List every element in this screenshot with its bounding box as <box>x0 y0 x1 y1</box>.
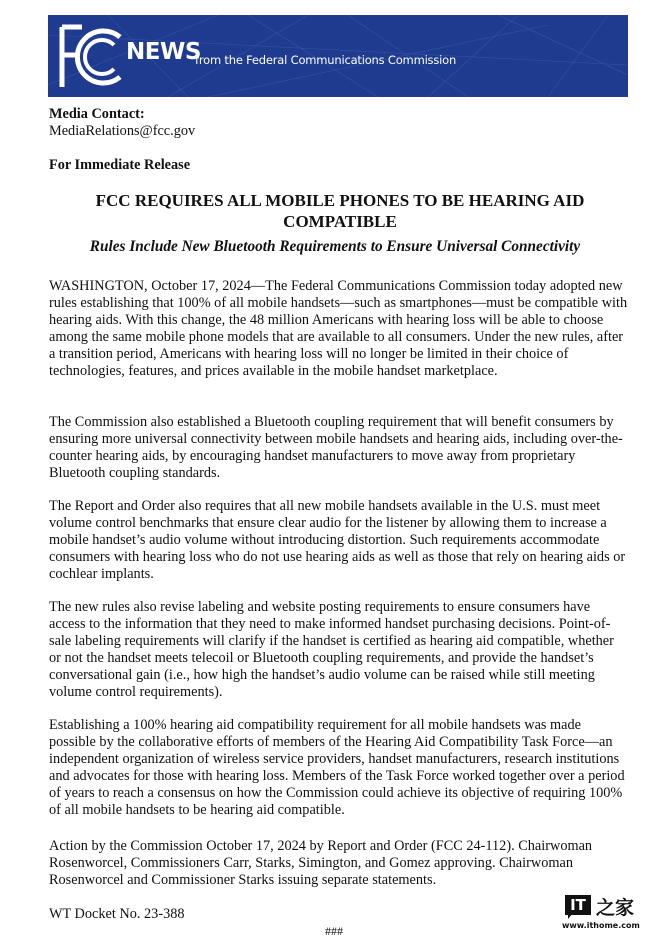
paragraph-action: Action by the Commission October 17, 2024 by Report and Order (FCC 24-112). Chairwoman Rosenworcel, Commissioners Carr, Starks, Simington, and Gomez approving. Chairwoman Rosenworcel and Commissioner Starks issuing separate statements. <box>49 838 593 889</box>
end-mark: ### <box>325 924 343 938</box>
paragraph-labeling: The new rules also revise labeling and website posting requirements to ensure consumers have access to the information that they need to make informed handset purchasing decisions. Point-of-sale labeling requirements will clarify if the handset is certified as hearing aid compatible, whether or not the handset meets telecoil or Bluetooth coupling requirements, and provide the handset’s conversational gain (i.e., how high the handset’s audio volume can be raised while still meeting volume control requirements). <box>49 599 614 701</box>
press-release-title: FCC REQUIRES ALL MOBILE PHONES TO BE HEARING AID COMPATIBLE <box>95 191 585 231</box>
ithome-logo-icon: IT <box>565 895 591 915</box>
banner-tagline: from the Federal Communications Commission <box>195 53 457 67</box>
press-release-subtitle: Rules Include New Bluetooth Requirements to Ensure Universal Connectivity <box>89 238 581 255</box>
speech-tail-icon <box>568 913 573 919</box>
fcc-news-banner <box>48 15 628 97</box>
paragraph-intro: WASHINGTON, October 17, 2024—The Federal Communications Commission today adopted new rules establishing that 100% of all mobile handsets—such as smartphones—must be compatible with hearing aids. With this change, the 48 million Americans with hearing loss will be able to choose among the same mobile phone models that are available to all consumers. Under the new rules, after a transition period, Americans with hearing loss will no longer be limited in their choice of technologies, features, and prices available in the mobile handset marketplace. <box>49 278 628 380</box>
news-wordmark: NEWS <box>126 39 201 65</box>
paragraph-volume-control: The Report and Order also requires that all new mobile handsets available in the U.S. must meet volume control benchmarks that ensure clear audio for the listener by allowing them to increase a mobile handset’s audio volume without introducing distortion. Such requirements accommodate consumers with hearing loss who do not use hearing aids as well as those that rely on hearing aids or cochlear implants. <box>49 498 626 583</box>
paragraph-bluetooth: The Commission also established a Bluetooth coupling requirement that will benefit consumers by ensuring more universal connectivity between mobile handsets and hearing aids, including over-the-counter hearing aids, by encouraging handset manufacturers to move away from proprietary Bluetooth coupling standards. <box>49 414 623 482</box>
release-label: For Immediate Release <box>49 157 191 173</box>
media-contact-label: Media Contact: <box>49 106 145 122</box>
ithome-logo-chinese: 之家 <box>596 897 635 919</box>
ithome-watermark <box>562 893 642 937</box>
media-contact-email[interactable]: MediaRelations@fcc.gov <box>49 123 196 139</box>
fcc-logo-icon <box>58 21 128 91</box>
docket-number: WT Docket No. 23-388 <box>49 906 185 922</box>
paragraph-task-force: Establishing a 100% hearing aid compatibility requirement for all mobile handsets was made possible by the collaborative efforts of members of the Hearing Aid Compatibility Task Force—an independent organization of wireless service providers, handset manufacturers, research institutions and advocates for those with hearing loss. Members of the Task Force worked together over a period of years to reach a consensus on how the Commission could achieve its objective of requiring 100% of all mobile handsets to be hearing aid compatible. <box>49 717 625 819</box>
ithome-url: www.ithome.com <box>562 921 640 930</box>
